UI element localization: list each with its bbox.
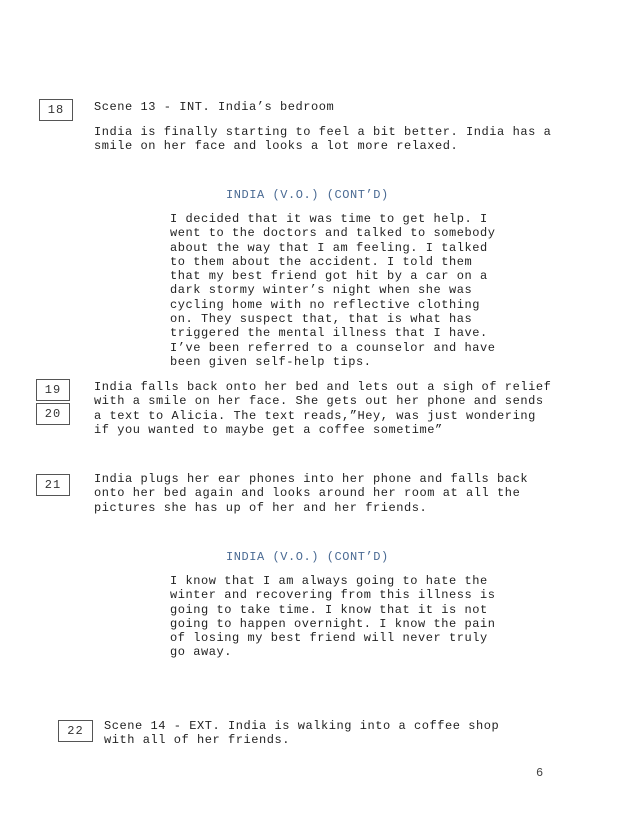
scene-number-22: 22 <box>58 720 93 742</box>
scene-13-heading: Scene 13 - INT. India’s bedroom <box>94 100 335 114</box>
dialogue-2: I know that I am always going to hate the winter and recovering from this illness is going to take time. I know that it is not going to happen overnight. I know the pain of losing my best friend will never truly go away. <box>170 574 496 660</box>
scene-number-19: 19 <box>36 379 70 401</box>
character-cue-2: INDIA (V.O.) (CONT’D) <box>226 550 389 564</box>
action-paragraph-2: India falls back onto her bed and lets out a sigh of relief with a smile on her face. She gets out her phone and sends a text to Alicia. The text reads,”Hey, was just wondering if you wanted to maybe get a coffee sometime” <box>94 380 552 437</box>
character-cue-1: INDIA (V.O.) (CONT’D) <box>226 188 389 202</box>
action-paragraph-3: India plugs her ear phones into her phone and falls back onto her bed again and looks around her room at all the pictures she has up of her and her friends. <box>94 472 529 515</box>
scene-14-heading: Scene 14 - EXT. India is walking into a coffee shop with all of her friends. <box>104 719 500 748</box>
dialogue-1: I decided that it was time to get help. I went to the doctors and talked to somebody about the way that I am feeling. I talked to them about the accident. I told them that my best friend got hit by a car on a dark stormy winter’s night when she was cycling home with no reflective clothing on. They suspect that, that is what has triggered the mental illness that I have. I’ve been referred to a counselor and have been given self-help tips. <box>170 212 496 369</box>
scene-number-20: 20 <box>36 403 70 425</box>
scene-number-18: 18 <box>39 99 73 121</box>
scene-number-21: 21 <box>36 474 70 496</box>
page-number: 6 <box>536 766 544 780</box>
action-paragraph-1: India is finally starting to feel a bit better. India has a smile on her face and looks a lot more relaxed. <box>94 125 552 154</box>
